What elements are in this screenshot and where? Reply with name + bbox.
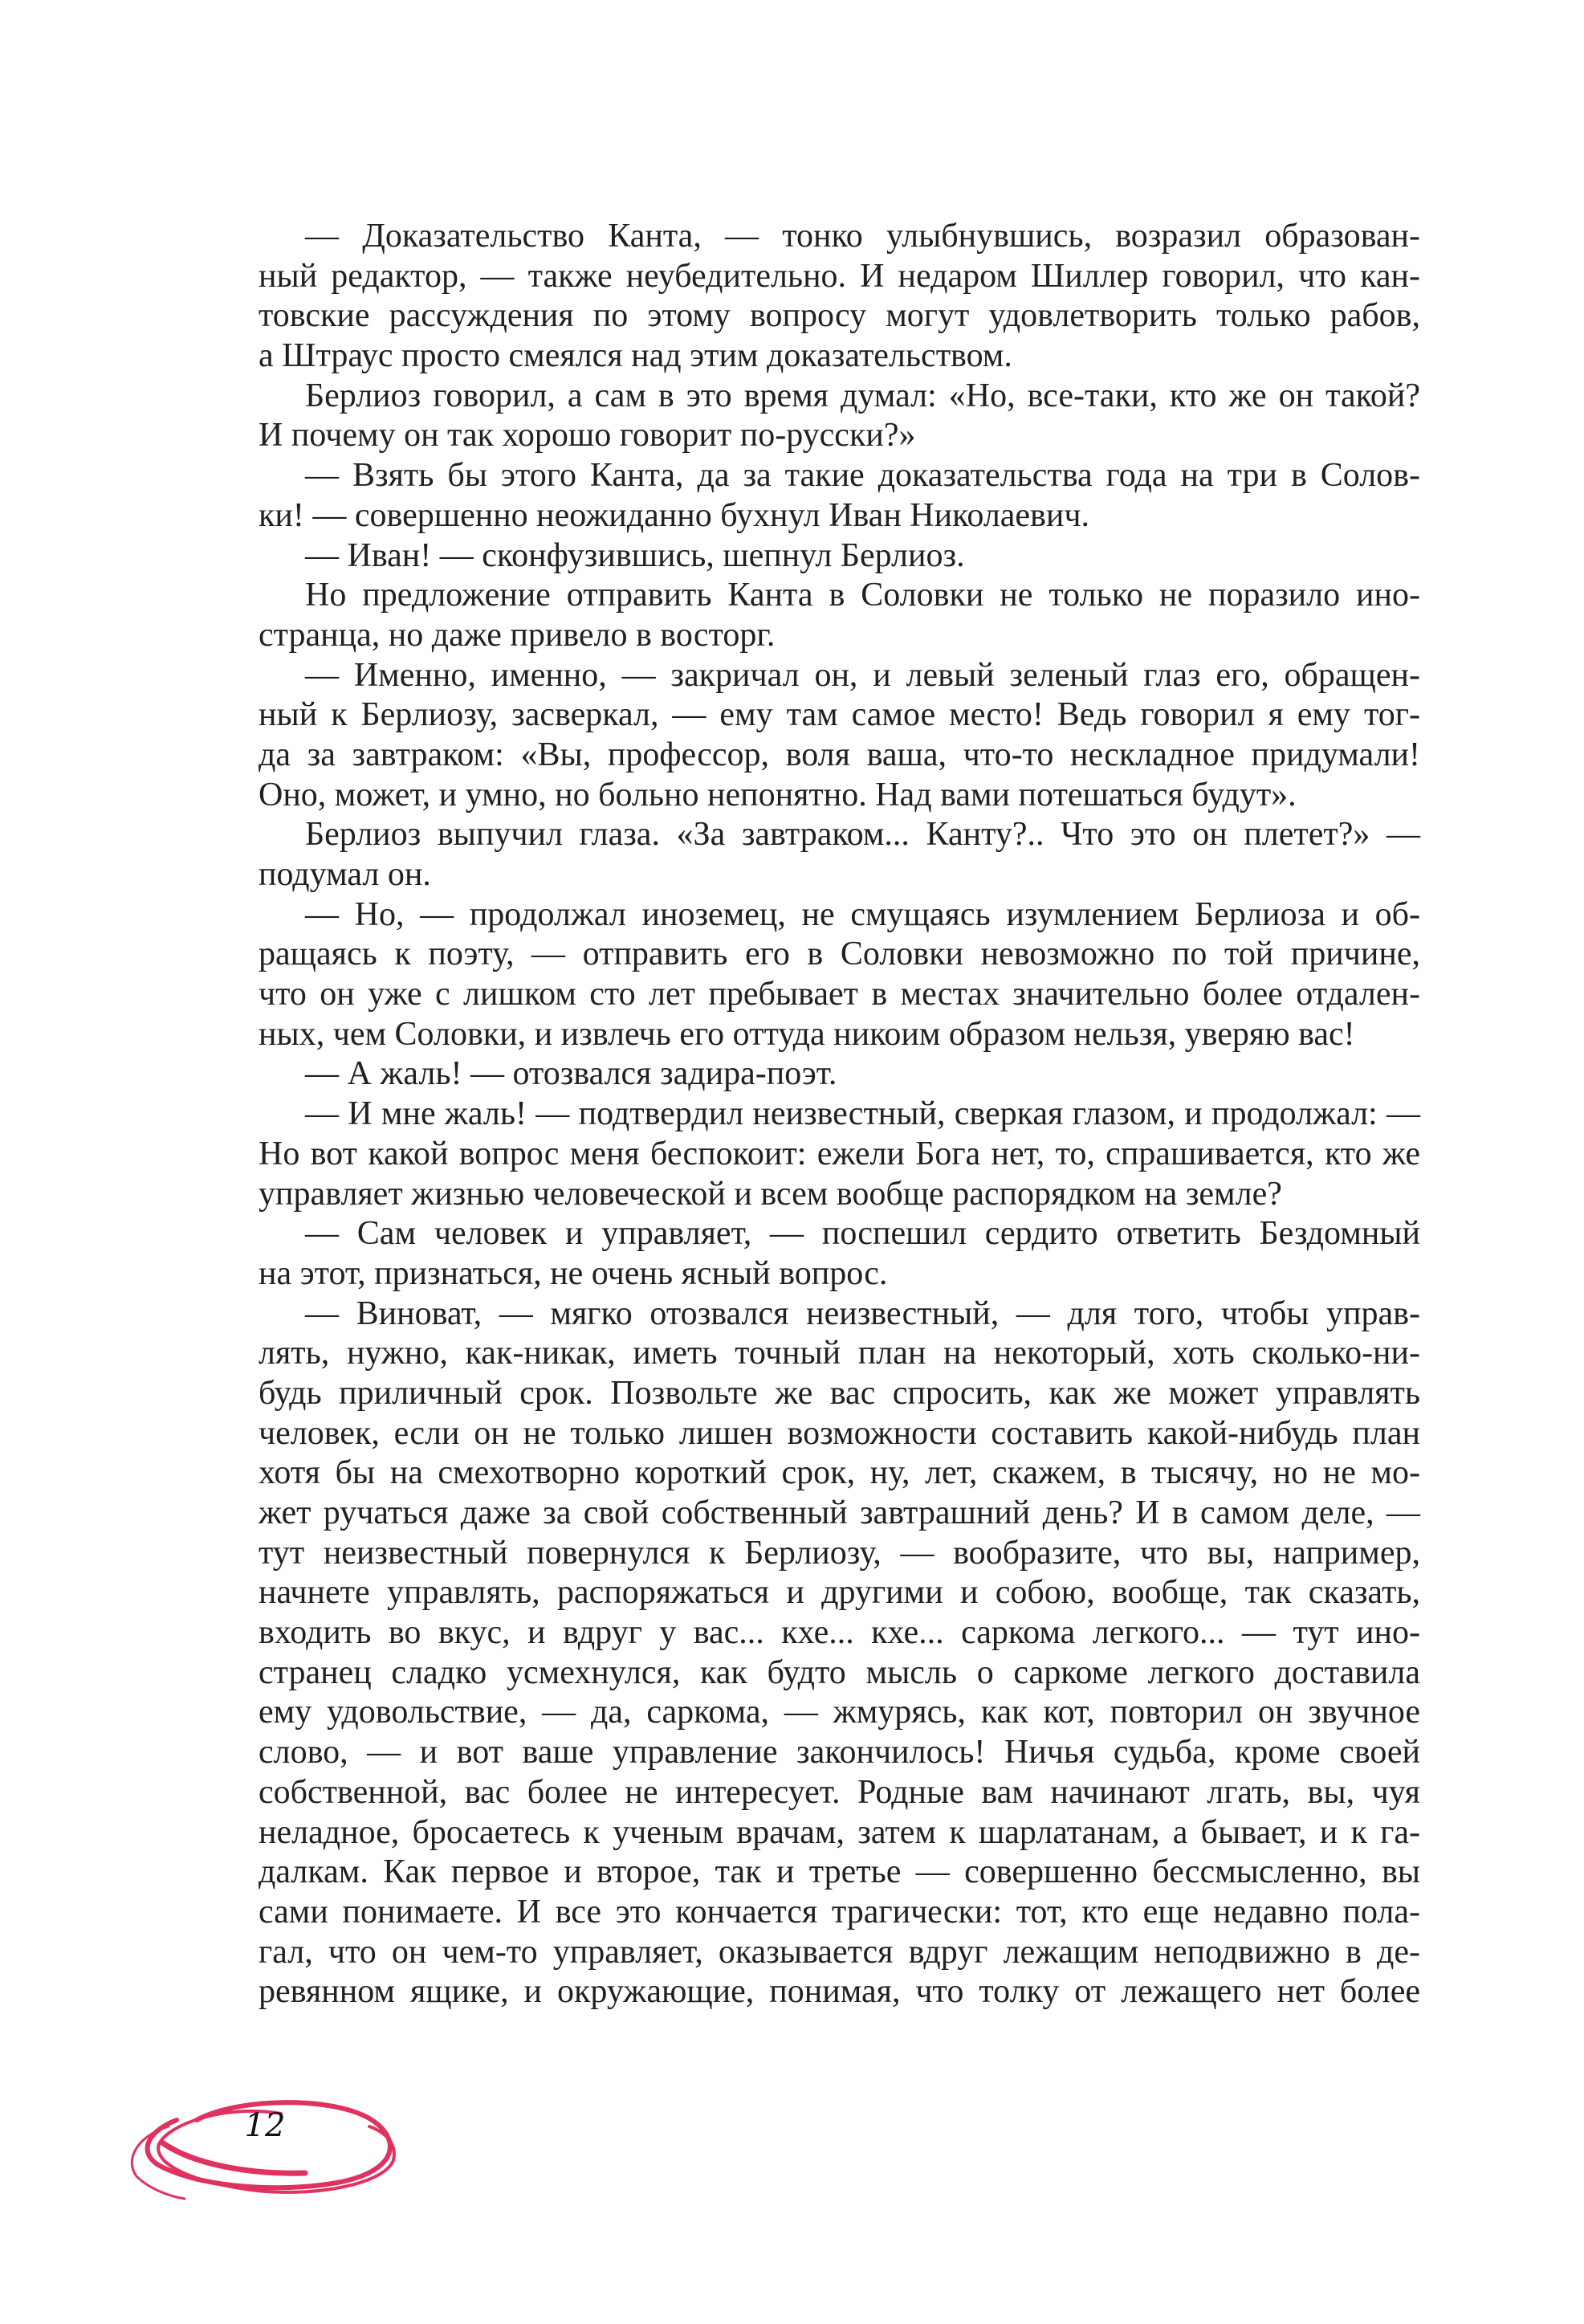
- text-line: ный к Берлиозу, засверкал, — ему там самое место! Ведь говорил я ему тог-: [259, 696, 1420, 734]
- text-line: неладное, бросаетесь к ученым врачам, затем к шарлатанам, а бывает, и к га-: [259, 1813, 1420, 1851]
- text-line: далкам. Как первое и второе, так и третье — совершенно бессмысленно, вы: [259, 1853, 1420, 1891]
- text-line: слово, — и вот ваше управление закончилось! Ничья судьба, кроме своей: [259, 1734, 1420, 1772]
- text-line: а Штраус просто смеялся над этим доказательством.: [259, 337, 1012, 375]
- text-line: тут неизвестный повернулся к Берлиозу, — вообразите, что вы, например,: [259, 1534, 1420, 1572]
- text-line: — Доказательство Канта, — тонко улыбнувшись, возразил образован-: [305, 218, 1420, 255]
- text-line: будь приличный срок. Позвольте же вас спросить, как же может управлять: [259, 1374, 1420, 1412]
- text-line: — Виноват, — мягко отозвался неизвестный, — для того, чтобы управ-: [305, 1295, 1420, 1332]
- text-line: на этот, признаться, не очень ясный вопрос.: [259, 1254, 888, 1292]
- text-line: — А жаль! — отозвался задира-поэт.: [305, 1055, 837, 1093]
- text-line: лять, нужно, как-никак, иметь точный план на некоторый, хоть сколько-ни-: [259, 1335, 1420, 1372]
- text-line: ных, чем Соловки, и извлечь его оттуда никоим образом нельзя, уверяю вас!: [259, 1015, 1355, 1053]
- text-line: подумал он.: [259, 856, 431, 893]
- text-line: — И мне жаль! — подтвердил неизвестный, сверкая глазом, и продолжал: —: [305, 1095, 1420, 1133]
- text-line: человек, если он не только лишен возможности составить какой-нибудь план: [259, 1414, 1420, 1452]
- text-line: что он уже с лишком сто лет пребывает в местах значительно более отдален-: [259, 976, 1420, 1013]
- text-line: Но вот какой вопрос меня беспокоит: ежели Бога нет, то, спрашивается, кто же: [259, 1135, 1420, 1172]
- text-line: — Именно, именно, — закричал он, и левый зеленый глаз его, обращен-: [305, 656, 1420, 694]
- text-line: — Иван! — сконфузившись, шепнул Берлиоз.: [305, 536, 965, 574]
- text-line: ему удовольствие, — да, саркома, — жмурясь, как кот, повторил он звучное: [259, 1694, 1420, 1731]
- text-line: жет ручаться даже за свой собственный завтрашний день? И в самом деле, —: [259, 1494, 1420, 1531]
- text-line: ки! — совершенно неожиданно бухнул Иван Николаевич.: [259, 496, 1089, 534]
- text-line: странец сладко усмехнулся, как будто мысль о саркоме легкого доставила: [259, 1653, 1420, 1691]
- text-line: ный редактор, — также неубедительно. И недаром Шиллер говорил, что кан-: [259, 257, 1420, 295]
- text-line: Но предложение отправить Канта в Соловки не только не поразило ино-: [305, 577, 1420, 614]
- body-text: [259, 217, 1420, 2012]
- text-line: начнете управлять, распоряжаться и другими и собою, вообще, так сказать,: [259, 1574, 1420, 1612]
- text-line: управляет жизнью человеческой и всем вообще распорядком на земле?: [259, 1175, 1282, 1213]
- text-line: И почему он так хорошо говорит по-русски?»: [259, 417, 916, 455]
- page-number: 12: [244, 2107, 286, 2144]
- text-line: — Взять бы этого Канта, да за такие доказательства года на три в Солов-: [305, 457, 1420, 495]
- text-line: ревянном ящике, и окружающие, понимая, что толку от лежащего нет более: [259, 1973, 1420, 2011]
- text-line: да за завтраком: «Вы, профессор, воля ваша, что-то нескладное придумали!: [259, 736, 1420, 773]
- text-line: Оно, может, и умно, но больно непонятно. Над вами потешаться будут».: [259, 776, 1297, 813]
- page-number-badge: [120, 2088, 409, 2208]
- text-line: хотя бы на смехотворно короткий срок, ну, лет, скажем, в тысячу, но не мо-: [259, 1454, 1420, 1492]
- text-line: Берлиоз выпучил глаза. «За завтраком... Канту?.. Что это он плетет?» —: [305, 816, 1420, 854]
- text-line: Берлиоз говорил, а сам в это время думал: «Но, все-таки, кто же он такой?: [305, 377, 1420, 414]
- text-line: товские рассуждения по этому вопросу могут удовлетворить только рабов,: [259, 297, 1420, 335]
- text-line: входить во вкус, и вдруг у вас... кхе... кхе... саркома легкого... — тут ино-: [259, 1614, 1420, 1652]
- text-line: ращаясь к поэту, — отправить его в Соловки невозможно по той причине,: [259, 936, 1420, 973]
- text-line: — Но, — продолжал иноземец, не смущаясь изумлением Берлиоза и об-: [305, 895, 1420, 933]
- text-line: — Сам человек и управляет, — поспешил сердито ответить Бездомный: [305, 1215, 1420, 1253]
- text-line: собственной, вас более не интересует. Родные вам начинают лгать, вы, чуя: [259, 1773, 1420, 1811]
- text-line: гал, что он чем-то управляет, оказывается вдруг лежащим неподвижно в де-: [259, 1933, 1420, 1971]
- hand-drawn-circle-icon: [120, 2088, 409, 2208]
- text-line: странца, но даже привело в восторг.: [259, 616, 776, 654]
- text-line: сами понимаете. И все это кончается трагически: тот, кто еще недавно пола-: [259, 1893, 1420, 1931]
